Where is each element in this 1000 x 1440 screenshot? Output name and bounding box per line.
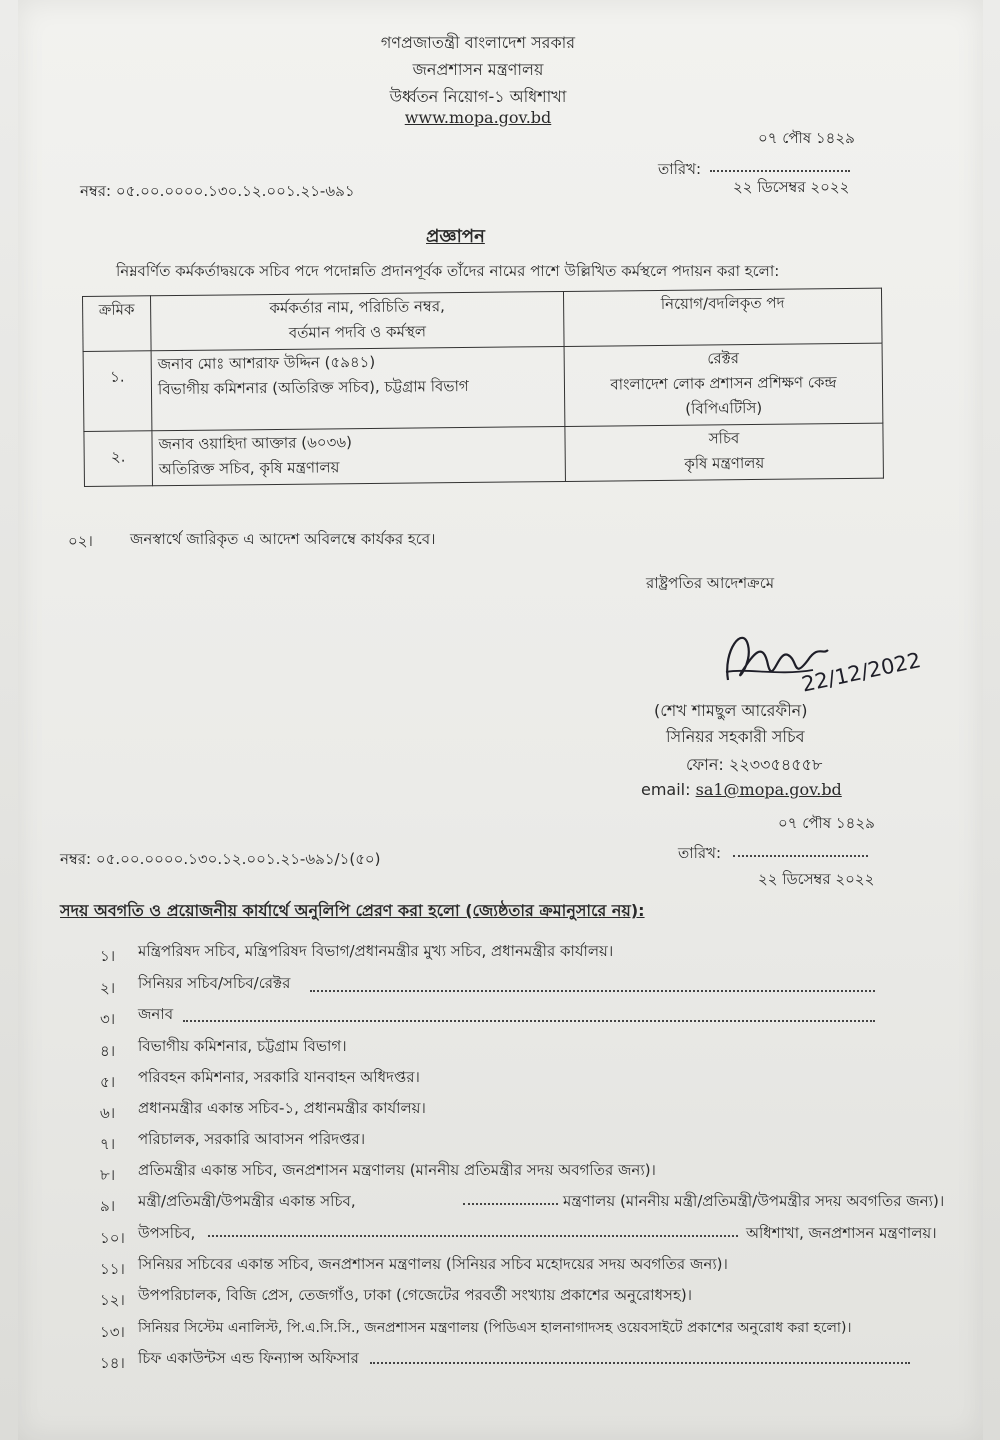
memo-number-1: নম্বর: ০৫.০০.০০০০.১৩০.১২.০০১.২১-৬৯১: [80, 182, 355, 200]
bangla-date-2: ০৭ পৌষ ১৪২৯: [778, 814, 875, 832]
date-dots-2: [733, 855, 868, 857]
signature-date: 22/12/2022: [799, 647, 923, 697]
memo-number-2: নম্বর: ০৫.০০.০০০০.১৩০.১২.০০১.২১-৬৯১/১(৫০): [60, 850, 381, 868]
fill-dots: [208, 1235, 738, 1237]
table-row: [84, 423, 884, 486]
clause-number: ০২।: [68, 532, 93, 550]
cc-number: ২।: [100, 979, 116, 997]
posting-table: [82, 288, 884, 487]
cc-number: ১১।: [100, 1260, 125, 1278]
cc-text: বিভাগীয় কমিশনার, চট্টগ্রাম বিভাগ।: [138, 1037, 347, 1055]
date-label-2: তারিখ:: [678, 844, 722, 862]
english-date-2: ২২ ডিসেম্বর ২০২২: [758, 870, 875, 888]
cc-number: ১।: [100, 947, 116, 965]
row-posting: [565, 423, 884, 481]
signature-image: [718, 610, 948, 700]
cc-number: ৫।: [100, 1073, 116, 1091]
posting-line3: (বিপিএটিসি): [685, 398, 763, 418]
cc-text: সিনিয়র সচিব/সচিব/রেক্টর: [138, 974, 291, 992]
ministry-name: জনপ্রশাসন মন্ত্রণালয়: [412, 60, 544, 79]
cc-text: জনাব: [138, 1005, 174, 1023]
officer-name: জনাব মোঃ আশরাফ উদ্দিন (৫৯৪১): [157, 352, 376, 374]
signatory-phone: ফোন: ২২৩৩৫৪৫৫৮: [686, 755, 823, 774]
cc-text: প্রধানমন্ত্রীর একান্ত সচিব-১, প্রধানমন্ত্রীর কার্যালয়।: [138, 1099, 426, 1117]
date-label-1: তারিখ:: [658, 160, 702, 178]
fill-dots: [310, 990, 875, 992]
document-title: প্রজ্ঞাপন: [426, 226, 485, 247]
row-serial: ১.: [83, 351, 152, 432]
cc-text: মন্ত্রী/প্রতিমন্ত্রী/উপমন্ত্রীর একান্ত সচিব,: [138, 1192, 356, 1210]
order-line: রাষ্ট্রপতির আদেশক্রমে: [646, 574, 775, 592]
posting-line1: সচিব: [708, 429, 740, 448]
date-dots-1: [710, 170, 850, 172]
cc-number: ৮।: [100, 1166, 116, 1184]
cc-text-tail: মন্ত্রণালয় (মাননীয় মন্ত্রী/প্রতিমন্ত্রী/উপমন্ত্রীর সদয় অবগতির জন্য)।: [563, 1192, 945, 1210]
website-link[interactable]: www.mopa.gov.bd: [404, 108, 552, 127]
header-officer-line1: কর্মকর্তার নাম, পরিচিতি নম্বর,: [269, 297, 445, 318]
fill-dots: [370, 1362, 910, 1364]
fill-dots: [183, 1020, 875, 1022]
posting-line2: কৃষি মন্ত্রণালয়: [684, 453, 765, 473]
email-label: email:: [641, 780, 691, 799]
cc-number: ৬।: [100, 1104, 116, 1122]
cc-text: প্রতিমন্ত্রীর একান্ত সচিব, জনপ্রশাসন মন্ত্রণালয় (মাননীয় প্রতিমন্ত্রীর সদয় অবগতির জন্য)।: [138, 1161, 656, 1179]
cc-text: পরিবহন কমিশনার, সরকারি যানবাহন অধিদপ্তর।: [138, 1068, 420, 1086]
posting-line1: রেক্টর: [707, 349, 740, 368]
intro-text: নিম্নবর্ণিত কর্মকর্তাদ্বয়কে সচিব পদে পদোন্নতি প্রদানপূর্বক তাঁদের নামের পাশে উল্লিখিত কর্মস্থলে পদায়ন করা হলো:: [116, 262, 780, 280]
header-officer: [151, 291, 565, 350]
email-link[interactable]: sa1@mopa.gov.bd: [695, 780, 842, 799]
header-serial: ক্রমিক: [83, 296, 152, 352]
table-row: [83, 343, 883, 431]
cc-text-tail: অধিশাখা, জনপ্রশাসন মন্ত্রণালয়।: [746, 1224, 937, 1242]
branch-name: উর্ধ্বতন নিয়োগ-১ অধিশাখা: [389, 87, 567, 106]
document-page: [18, 0, 983, 1440]
clause-text: জনস্বার্থে জারিকৃত এ আদেশ অবিলম্বে কার্যকর হবে।: [130, 530, 436, 548]
cc-number: ৩।: [100, 1010, 116, 1028]
cc-text: চিফ একাউন্টস এন্ড ফিন্যান্স অফিসার: [138, 1349, 359, 1367]
website-wrap: [18, 108, 938, 127]
cc-number: ৪।: [100, 1042, 116, 1060]
english-date-1: ২২ ডিসেম্বর ২০২২: [733, 178, 850, 196]
cc-text: সিনিয়র সচিবের একান্ত সচিব, জনপ্রশাসন মন্ত্রণালয় (সিনিয়র সচিব মহোদয়ের সদয় অবগতির জন্য)।: [138, 1255, 728, 1273]
bangla-date-1: ০৭ পৌষ ১৪২৯: [758, 129, 855, 147]
cc-number: ৯।: [100, 1197, 116, 1215]
cc-number: ১৩।: [100, 1323, 125, 1341]
cc-number: ১৪।: [100, 1354, 125, 1372]
cc-number: ১০।: [100, 1229, 125, 1247]
cc-heading: সদয় অবগতি ও প্রয়োজনীয় কার্যার্থে অনুলিপি প্রেরণ করা হলো (জ্যেষ্ঠতার ক্রমানুসারে নয়):: [60, 901, 645, 920]
cc-text: মন্ত্রিপরিষদ সচিব, মন্ত্রিপরিষদ বিভাগ/প্রধানমন্ত্রীর মুখ্য সচিব, প্রধানমন্ত্রীর কার্যালয়।: [138, 942, 614, 960]
officer-current-post: অতিরিক্ত সচিব, কৃষি মন্ত্রণালয়: [158, 458, 340, 479]
signatory-email-row: [641, 780, 842, 799]
signatory-designation: সিনিয়র সহকারী সচিব: [666, 727, 805, 746]
cc-number: ১২।: [100, 1291, 125, 1309]
officer-current-post: বিভাগীয় কমিশনার (অতিরিক্ত সচিব), চট্টগ্রাম বিভাগ: [157, 376, 469, 399]
posting-line2: বাংলাদেশ লোক প্রশাসন প্রশিক্ষণ কেন্দ্র: [610, 373, 837, 394]
cc-text: উপসচিব,: [138, 1224, 196, 1242]
row-officer: [152, 426, 566, 485]
fill-dots: [463, 1203, 558, 1205]
row-posting: [564, 343, 883, 426]
row-serial: ২.: [84, 431, 153, 487]
header-officer-line2: বর্তমান পদবি ও কর্মস্থল: [288, 322, 427, 342]
officer-name: জনাব ওয়াহিদা আক্তার (৬০৩৬): [158, 433, 353, 454]
table-header-row: [83, 288, 883, 351]
cc-text: উপপরিচালক, বিজি প্রেস, তেজগাঁও, ঢাকা (গেজেটের পরবর্তী সংখ্যায় প্রকাশের অনুরোধসহ)।: [138, 1286, 693, 1304]
cc-text: পরিচালক, সরকারি আবাসন পরিদপ্তর।: [138, 1130, 366, 1148]
govt-name: গণপ্রজাতন্ত্রী বাংলাদেশ সরকার: [380, 33, 576, 52]
signatory-name: (শেখ শামছুল আরেফীন): [654, 701, 808, 720]
cc-number: ৭।: [100, 1135, 116, 1153]
row-officer: [151, 346, 565, 430]
header-posting: নিয়োগ/বদলিকৃত পদ: [563, 288, 882, 346]
cc-text: সিনিয়র সিস্টেম এনালিস্ট, পি.এ.সি.সি., জনপ্রশাসন মন্ত্রণালয় (পিডিএস হালনাগাদসহ ওয়েবসাইটে প্রকাশের অনুরোধ করা হলো)।: [138, 1320, 852, 1336]
